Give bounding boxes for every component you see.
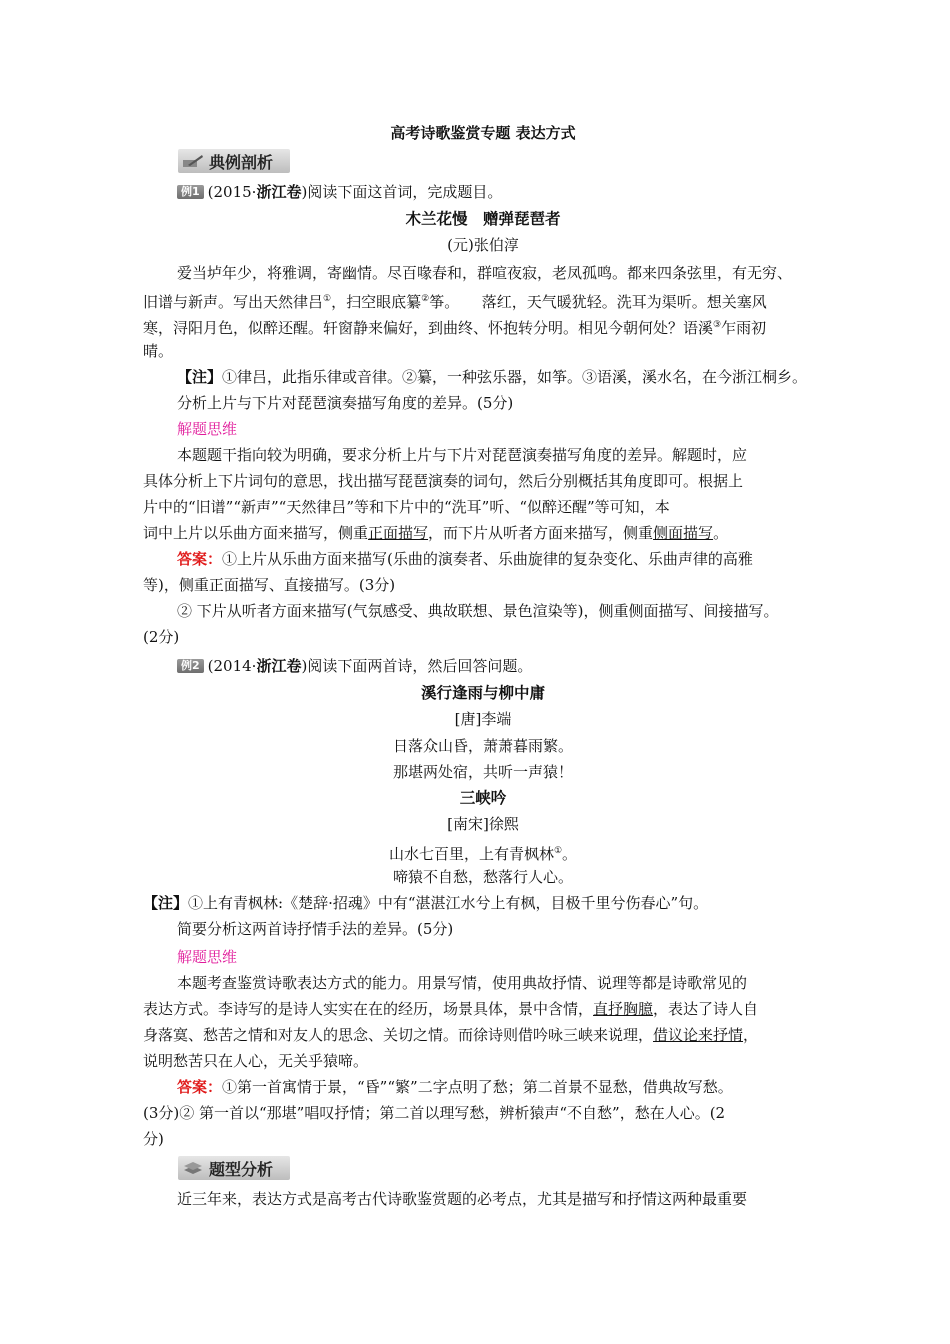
thinking-text: 本题题干指向较为明确，要求分析上片与下片对琵琶演奏描写角度的差异。解题时，应	[177, 446, 748, 464]
thinking-label: 解题思维	[177, 948, 238, 966]
source-text-post: )阅读下面这首词，完成题目。	[301, 183, 503, 201]
poem-line: 那堪两处宿，共听一声猿！	[392, 763, 573, 781]
thinking-text: 具体分析上下片词句的意思，找出描写琵琶演奏的词句，然后分别概括其角度即可。根据上	[143, 472, 744, 490]
source-text-post: )阅读下面两首诗，然后回答问题。	[301, 657, 533, 675]
thinking-text: 说明愁苦只在人心，无关乎猿啼。	[143, 1052, 369, 1070]
answer: 答案：①上片从乐曲方面来描写(乐曲的演奏者、乐曲旋律的复杂变化、乐曲声律的高雅	[177, 550, 753, 568]
source-bold: 浙江卷	[256, 657, 302, 675]
stacked-books-icon	[182, 1160, 204, 1176]
pen-book-icon	[182, 153, 204, 169]
answer-text: 分)	[143, 1130, 164, 1148]
section-banner-label: 典例剖析	[209, 152, 274, 172]
note: 【注】①律吕，此指乐律或音律。②纂，一种弦乐器，如筝。③语溪，溪水名，在今浙江桐乡。	[177, 368, 808, 386]
poem-author: [南宋]徐熙	[447, 815, 519, 833]
thinking-text: 本题考查鉴赏诗歌表达方式的能力。用景写情，使用典故抒情、说理等都是诗歌常见的	[177, 974, 748, 992]
source-text: (2015·	[207, 183, 257, 201]
poem-author: [唐]李端	[454, 710, 512, 728]
thinking-text: 片中的“旧谱”“新声”“天然律吕”等和下片中的“洗耳”听、“似醉还醒”等可知，本	[143, 498, 670, 516]
example-tag: 例1	[177, 185, 204, 199]
example-2-header	[177, 653, 857, 679]
section-banner-examples	[178, 149, 290, 173]
section-banner-analysis	[178, 1156, 290, 1180]
note: 【注】①上有青枫林:《楚辞·招魂》中有“湛湛江水兮上有枫，目极千里兮伤春心”句。	[143, 894, 709, 912]
answer-text: ② 下片从听者方面来描写(气氛感受、典故联想、景色渲染等)，侧重侧面描写、间接描写。	[177, 602, 779, 620]
answer-text: 等)，侧重正面描写、直接描写。(3分)	[143, 576, 396, 594]
example-tag: 例2	[177, 659, 204, 673]
answer-text: (3分)② 第一首以“那堪”唱叹抒情；第二首以理写愁，辨析猿声“不自愁”，愁在人心。(2	[143, 1104, 726, 1122]
intro-text: 近三年来，表达方式是高考古代诗歌鉴赏题的必考点，尤其是描写和抒情这两种最重要	[177, 1190, 748, 1208]
poem-text-line: 爱当垆年少，将雅调，寄幽情。尽百喙春和，群喧夜寂，老凤孤鸣。都来四条弦里，有无穷、	[177, 264, 793, 282]
page-title: 高考诗歌鉴赏专题 表达方式	[390, 124, 576, 142]
poem-text-line: 寒，浔阳月色，似醉还醒。轩窗静来偏好，到曲终、怀抱转分明。相见今朝何处？语溪③乍雨初	[143, 319, 767, 337]
source-text: (2014·	[207, 657, 257, 675]
source-bold: 浙江卷	[256, 183, 302, 201]
question: 简要分析这两首诗抒情手法的差异。(5分)	[177, 920, 454, 938]
thinking-text: 词中上片以乐曲方面来描写，侧重正面描写，而下片从听者方面来描写，侧重侧面描写。	[143, 524, 729, 542]
answer-text: (2分)	[143, 628, 180, 646]
poem-line: 山水七百里，上有青枫林①。	[388, 845, 578, 863]
thinking-text: 身落寞、愁苦之情和对友人的思念、关切之情。而徐诗则借吟咏三峡来说理，借议论来抒情，	[143, 1026, 759, 1044]
poem-line: 啼猿不自愁，愁落行人心。	[392, 868, 573, 886]
poem-title: 三峡吟	[459, 788, 507, 807]
poem-text-line: 晴。	[143, 342, 174, 360]
poem-line: 日落众山昏，萧萧暮雨繁。	[392, 737, 573, 755]
example-1-header	[177, 179, 857, 205]
thinking-text: 表达方式。李诗写的是诗人实实在在的经历，场景具体，景中含情，直抒胸臆，表达了诗人自	[143, 1000, 759, 1018]
poem-text-line: 旧谱与新声。写出天然律吕①，扫空眼底纂②筝。 落红，天气暖犹轻。洗耳为渠听。想关塞风	[143, 293, 767, 311]
question: 分析上片与下片对琵琶演奏描写角度的差异。(5分)	[177, 394, 514, 412]
poem-author: (元)张伯淳	[447, 236, 519, 254]
section-banner-label: 题型分析	[209, 1159, 274, 1179]
thinking-label: 解题思维	[177, 420, 238, 438]
poem-title: 木兰花慢 赠弹琵琶者	[405, 209, 561, 228]
poem-title: 溪行逢雨与柳中庸	[420, 683, 545, 702]
answer: 答案：①第一首寓情于景，“昏”“繁”二字点明了愁；第二首景不显愁，借典故写愁。	[177, 1078, 733, 1096]
